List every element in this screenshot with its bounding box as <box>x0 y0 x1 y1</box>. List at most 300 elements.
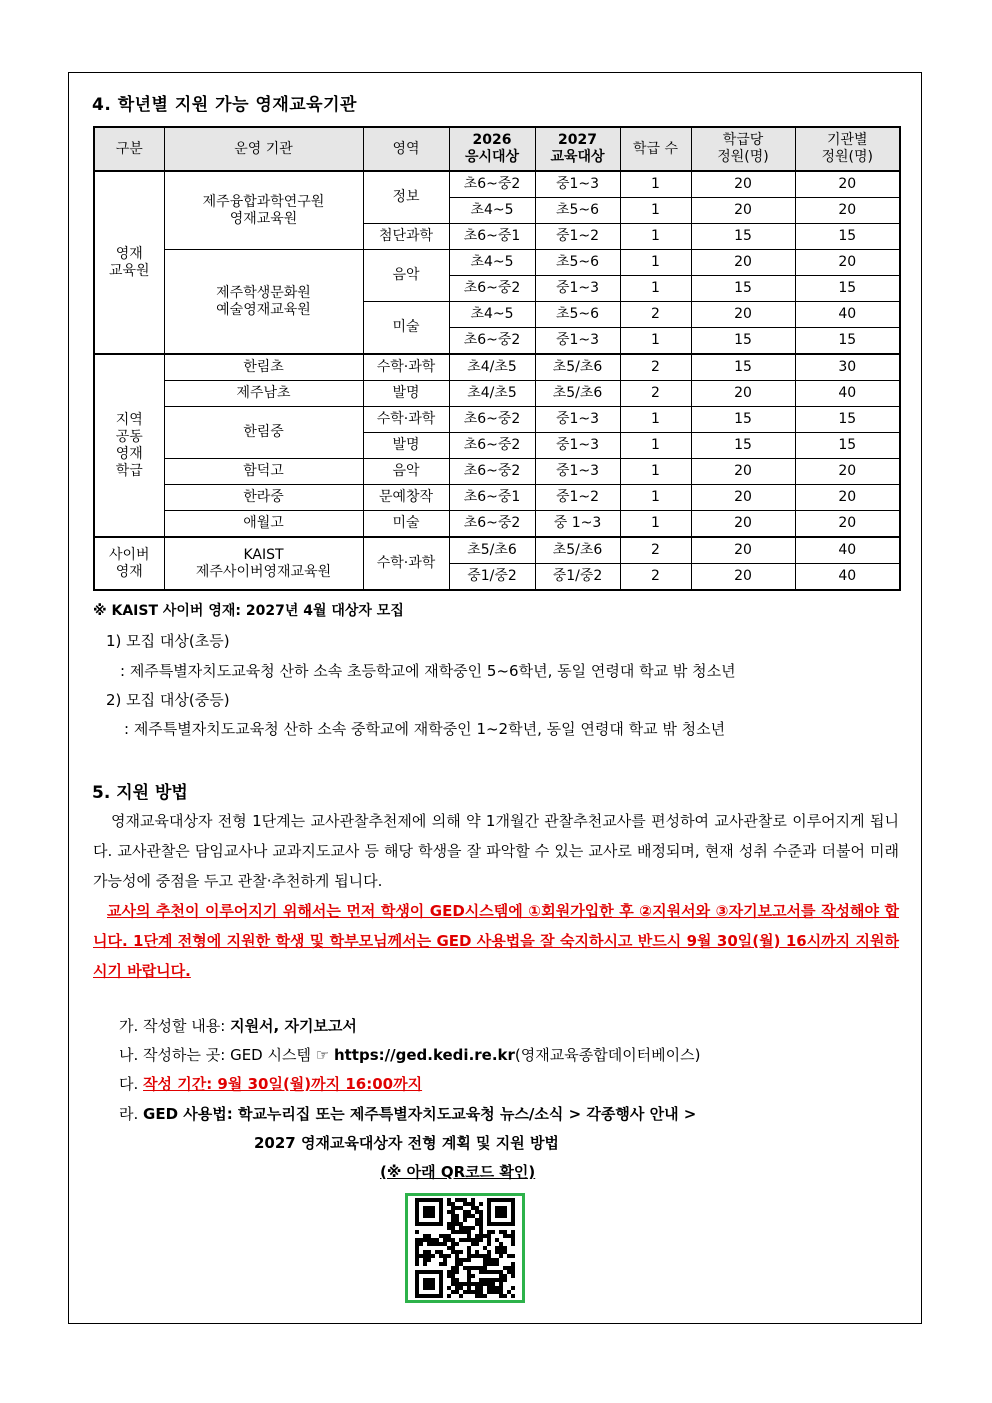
qr-finder <box>423 1206 435 1218</box>
qr-module <box>483 1294 487 1298</box>
qr-module <box>471 1226 475 1230</box>
qr-module <box>475 1238 479 1242</box>
class-count-cell: 2 <box>620 354 691 381</box>
qr-module <box>443 1258 447 1262</box>
qr-module <box>475 1222 479 1226</box>
target-2026-cell: 초4/초5 <box>449 354 535 381</box>
target-2027-cell: 초5~6 <box>535 250 620 276</box>
qr-module <box>423 1234 427 1238</box>
target-2027-cell: 중1/중2 <box>535 564 620 591</box>
qr-module <box>507 1254 511 1258</box>
field-cell: 발명 <box>363 381 449 407</box>
qr-module <box>491 1262 495 1266</box>
class-count-cell: 2 <box>620 564 691 591</box>
qr-finder <box>495 1206 507 1218</box>
qr-module <box>499 1278 503 1282</box>
qr-module <box>451 1238 455 1242</box>
qr-module <box>467 1254 471 1258</box>
qr-module <box>455 1242 459 1246</box>
field-cell: 문예창작 <box>363 485 449 511</box>
qr-module <box>479 1294 483 1298</box>
qr-module <box>467 1202 471 1206</box>
qr-module <box>423 1258 427 1262</box>
qr-module <box>455 1230 459 1234</box>
per-class-quota-cell: 20 <box>691 381 795 407</box>
qr-module <box>503 1234 507 1238</box>
field-cell: 정보 <box>363 171 449 224</box>
per-class-quota-cell: 15 <box>691 276 795 302</box>
qr-module <box>467 1266 471 1270</box>
qr-module <box>459 1258 463 1262</box>
header-cell: 구분 <box>94 127 164 171</box>
qr-module <box>423 1262 427 1266</box>
qr-module <box>479 1282 483 1286</box>
qr-module <box>463 1210 467 1214</box>
target-2026-cell: 초4/초5 <box>449 381 535 407</box>
qr-module <box>463 1266 467 1270</box>
per-class-quota-cell: 20 <box>691 537 795 564</box>
qr-module <box>467 1210 471 1214</box>
header-cell: 운영 기관 <box>164 127 363 171</box>
class-count-cell: 1 <box>620 171 691 198</box>
qr-module <box>455 1206 459 1210</box>
group-cell: 영재 교육원 <box>94 171 164 354</box>
qr-module <box>511 1238 515 1242</box>
header-cell: 학급당 정원(명) <box>691 127 795 171</box>
note-item-1-desc: : 제주특별자치도교육청 산하 소속 초등학교에 재학중인 5~6학년, 동일 연령대 학교 밖 청소년 <box>120 662 736 680</box>
total-quota-cell: 15 <box>795 328 900 355</box>
qr-module <box>459 1262 463 1266</box>
qr-module <box>467 1250 471 1254</box>
qr-module <box>455 1286 459 1290</box>
qr-module <box>447 1286 451 1290</box>
qr-module <box>483 1254 487 1258</box>
total-quota-cell: 15 <box>795 407 900 433</box>
qr-module <box>495 1286 499 1290</box>
qr-module <box>487 1290 491 1294</box>
qr-module <box>467 1286 471 1290</box>
qr-module <box>503 1266 507 1270</box>
per-class-quota-cell: 20 <box>691 250 795 276</box>
class-count-cell: 1 <box>620 224 691 250</box>
per-class-quota-cell: 15 <box>691 407 795 433</box>
qr-module <box>511 1242 515 1246</box>
item-d-continued: 2027 영재교육대상자 전형 계획 및 지원 방법 <box>254 1134 559 1152</box>
qr-module <box>451 1250 455 1254</box>
qr-module <box>487 1250 491 1254</box>
qr-code-graphic <box>408 1196 522 1300</box>
qr-module <box>447 1234 451 1238</box>
qr-module <box>419 1238 423 1242</box>
qr-module <box>455 1222 459 1226</box>
qr-module <box>479 1234 483 1238</box>
field-cell: 수학·과학 <box>363 407 449 433</box>
table-row <box>94 354 900 381</box>
class-count-cell: 1 <box>620 511 691 538</box>
qr-module <box>451 1226 455 1230</box>
item-c <box>119 1073 422 1094</box>
target-2027-cell: 중1~3 <box>535 276 620 302</box>
target-2026-cell: 초6~중2 <box>449 328 535 355</box>
qr-module <box>431 1254 435 1258</box>
qr-module <box>427 1234 431 1238</box>
qr-module <box>471 1266 475 1270</box>
qr-module <box>451 1222 455 1226</box>
class-count-cell: 2 <box>620 381 691 407</box>
qr-module <box>451 1274 455 1278</box>
qr-module <box>479 1254 483 1258</box>
table-row <box>94 171 900 198</box>
qr-module <box>475 1294 479 1298</box>
target-2027-cell: 중1~3 <box>535 171 620 198</box>
qr-module <box>471 1214 475 1218</box>
qr-module <box>415 1230 419 1234</box>
qr-module <box>483 1234 487 1238</box>
qr-module <box>463 1258 467 1262</box>
qr-module <box>495 1250 499 1254</box>
per-class-quota-cell: 15 <box>691 224 795 250</box>
target-2027-cell: 중1~2 <box>535 485 620 511</box>
qr-module <box>455 1258 459 1262</box>
qr-module <box>451 1214 455 1218</box>
qr-module <box>415 1246 419 1250</box>
target-2026-cell: 초4~5 <box>449 198 535 224</box>
field-cell: 미술 <box>363 511 449 538</box>
per-class-quota-cell: 20 <box>691 564 795 591</box>
class-count-cell: 2 <box>620 302 691 328</box>
qr-module <box>435 1242 439 1246</box>
total-quota-cell: 40 <box>795 302 900 328</box>
qr-module <box>451 1282 455 1286</box>
qr-module <box>491 1270 495 1274</box>
qr-module <box>451 1230 455 1234</box>
qr-module <box>455 1290 459 1294</box>
total-quota-cell: 30 <box>795 354 900 381</box>
qr-code-icon[interactable] <box>405 1193 525 1303</box>
qr-module <box>415 1262 419 1266</box>
item-a <box>119 1015 357 1036</box>
qr-module <box>447 1246 451 1250</box>
qr-module <box>499 1254 503 1258</box>
qr-module <box>475 1290 479 1294</box>
qr-module <box>463 1238 467 1242</box>
institution-cell: 한라중 <box>164 485 363 511</box>
per-class-quota-cell: 15 <box>691 354 795 381</box>
header-cell: 2026 응시대상 <box>449 127 535 171</box>
qr-module <box>463 1226 467 1230</box>
target-2027-cell: 중1~3 <box>535 328 620 355</box>
qr-module <box>499 1230 503 1234</box>
institution-cell: 한림초 <box>164 354 363 381</box>
kaist-note-title: ※ KAIST 사이버 영재: 2027년 4월 대상자 모집 <box>93 603 404 619</box>
institution-cell: 제주융합과학연구원 영재교육원 <box>164 171 363 250</box>
note-item-1: 1) 모집 대상(초등) <box>106 632 230 650</box>
qr-module <box>419 1254 423 1258</box>
qr-module <box>471 1274 475 1278</box>
qr-module <box>447 1210 451 1214</box>
qr-module <box>479 1266 483 1270</box>
qr-module <box>447 1202 451 1206</box>
qr-module <box>491 1282 495 1286</box>
target-2027-cell: 중1~2 <box>535 224 620 250</box>
table-row <box>94 407 900 433</box>
section4-title: 4. 학년별 지원 가능 영재교육기관 <box>92 95 357 115</box>
note-item-2-desc: : 제주특별자치도교육청 산하 소속 중학교에 재학중인 1~2학년, 동일 연령대 학교 밖 청소년 <box>124 720 726 738</box>
qr-module <box>507 1290 511 1294</box>
qr-module <box>511 1294 515 1298</box>
total-quota-cell: 15 <box>795 224 900 250</box>
qr-module <box>503 1278 507 1282</box>
qr-module <box>427 1254 431 1258</box>
target-2026-cell: 초6~중1 <box>449 485 535 511</box>
qr-module <box>415 1254 419 1258</box>
qr-module <box>511 1230 515 1234</box>
qr-module <box>491 1230 495 1234</box>
qr-module <box>447 1198 451 1202</box>
item-b-label: 나. 작성하는 곳: GED 시스템 ☞ <box>119 1046 334 1064</box>
qr-module <box>415 1242 419 1246</box>
qr-module <box>451 1206 455 1210</box>
total-quota-cell: 40 <box>795 381 900 407</box>
total-quota-cell: 40 <box>795 537 900 564</box>
qr-module <box>427 1250 431 1254</box>
qr-module <box>423 1238 427 1242</box>
qr-module <box>487 1242 491 1246</box>
qr-module <box>475 1254 479 1258</box>
qr-module <box>459 1206 463 1210</box>
qr-module <box>479 1278 483 1282</box>
qr-module <box>463 1218 467 1222</box>
institution-cell: 함덕고 <box>164 459 363 485</box>
total-quota-cell: 40 <box>795 564 900 591</box>
qr-module <box>455 1266 459 1270</box>
qr-module <box>435 1238 439 1242</box>
target-2026-cell: 초4~5 <box>449 250 535 276</box>
qr-module <box>459 1226 463 1230</box>
total-quota-cell: 20 <box>795 250 900 276</box>
qr-module <box>459 1222 463 1226</box>
qr-module <box>451 1266 455 1270</box>
qr-module <box>423 1250 427 1254</box>
qr-module <box>459 1230 463 1234</box>
total-quota-cell: 20 <box>795 459 900 485</box>
qr-module <box>435 1250 439 1254</box>
qr-module <box>479 1210 483 1214</box>
qr-module <box>483 1266 487 1270</box>
qr-module <box>447 1226 451 1230</box>
qr-module <box>443 1254 447 1258</box>
qr-module <box>499 1270 503 1274</box>
qr-module <box>415 1250 419 1254</box>
class-count-cell: 2 <box>620 537 691 564</box>
qr-module <box>459 1286 463 1290</box>
qr-module <box>479 1230 483 1234</box>
target-2027-cell: 중1~3 <box>535 407 620 433</box>
qr-module <box>427 1258 431 1262</box>
field-cell: 첨단과학 <box>363 224 449 250</box>
table-header-row <box>94 127 900 171</box>
qr-module <box>451 1218 455 1222</box>
qr-module <box>479 1290 483 1294</box>
target-2027-cell: 초5~6 <box>535 198 620 224</box>
total-quota-cell: 20 <box>795 485 900 511</box>
qr-module <box>467 1238 471 1242</box>
qr-module <box>475 1218 479 1222</box>
qr-module <box>511 1234 515 1238</box>
qr-module <box>479 1238 483 1242</box>
qr-module <box>451 1270 455 1274</box>
field-cell: 음악 <box>363 459 449 485</box>
institution-table <box>93 126 901 591</box>
note-item-2: 2) 모집 대상(중등) <box>106 691 230 709</box>
per-class-quota-cell: 20 <box>691 485 795 511</box>
item-d <box>119 1103 696 1124</box>
qr-module <box>455 1278 459 1282</box>
per-class-quota-cell: 20 <box>691 302 795 328</box>
class-count-cell: 1 <box>620 198 691 224</box>
qr-module <box>487 1254 491 1258</box>
qr-module <box>479 1270 483 1274</box>
item-d-value: GED 사용법: 학교누리집 또는 제주특별자치도교육청 뉴스/소식 > 각종행사 안내 > <box>143 1105 697 1123</box>
qr-module <box>447 1270 451 1274</box>
header-cell: 영역 <box>363 127 449 171</box>
qr-module <box>431 1238 435 1242</box>
qr-module <box>499 1294 503 1298</box>
qr-module <box>495 1262 499 1266</box>
qr-module <box>443 1238 447 1242</box>
qr-module <box>503 1294 507 1298</box>
target-2027-cell: 중1~3 <box>535 433 620 459</box>
table-row <box>94 250 900 276</box>
qr-module <box>503 1274 507 1278</box>
qr-module <box>443 1234 447 1238</box>
qr-module <box>463 1202 467 1206</box>
qr-module <box>495 1238 499 1242</box>
qr-module <box>511 1274 515 1278</box>
qr-module <box>447 1238 451 1242</box>
per-class-quota-cell: 15 <box>691 328 795 355</box>
total-quota-cell: 20 <box>795 511 900 538</box>
total-quota-cell: 20 <box>795 171 900 198</box>
target-2026-cell: 초6~중2 <box>449 459 535 485</box>
header-cell: 2027 교육대상 <box>535 127 620 171</box>
field-cell: 미술 <box>363 302 449 355</box>
qr-module <box>503 1246 507 1250</box>
qr-module <box>447 1294 451 1298</box>
qr-module <box>467 1226 471 1230</box>
class-count-cell: 1 <box>620 407 691 433</box>
qr-module <box>463 1214 467 1218</box>
class-count-cell: 1 <box>620 433 691 459</box>
qr-module <box>467 1274 471 1278</box>
qr-module <box>459 1238 463 1242</box>
class-count-cell: 1 <box>620 328 691 355</box>
field-cell: 수학·과학 <box>363 354 449 381</box>
qr-module <box>467 1246 471 1250</box>
qr-module <box>431 1242 435 1246</box>
qr-module <box>467 1214 471 1218</box>
qr-module <box>507 1270 511 1274</box>
qr-module <box>495 1246 499 1250</box>
qr-module <box>415 1238 419 1242</box>
total-quota-cell: 15 <box>795 276 900 302</box>
qr-module <box>451 1246 455 1250</box>
qr-module <box>439 1262 443 1266</box>
qr-module <box>487 1234 491 1238</box>
qr-module <box>503 1230 507 1234</box>
target-2026-cell: 초6~중2 <box>449 276 535 302</box>
qr-module <box>511 1270 515 1274</box>
qr-module <box>455 1270 459 1274</box>
qr-module <box>467 1230 471 1234</box>
qr-module <box>511 1286 515 1290</box>
class-count-cell: 1 <box>620 276 691 302</box>
per-class-quota-cell: 15 <box>691 433 795 459</box>
qr-module <box>459 1198 463 1202</box>
qr-module <box>475 1250 479 1254</box>
qr-module <box>451 1290 455 1294</box>
qr-module <box>479 1286 483 1290</box>
qr-module <box>463 1282 467 1286</box>
qr-module <box>471 1206 475 1210</box>
qr-module <box>471 1198 475 1202</box>
qr-module <box>439 1234 443 1238</box>
qr-module <box>419 1242 423 1246</box>
qr-module <box>499 1246 503 1250</box>
target-2026-cell: 초6~중2 <box>449 171 535 198</box>
target-2026-cell: 초4~5 <box>449 302 535 328</box>
target-2027-cell: 초5~6 <box>535 302 620 328</box>
qr-module <box>447 1222 451 1226</box>
header-cell: 기관별 정원(명) <box>795 127 900 171</box>
target-2027-cell: 중 1~3 <box>535 511 620 538</box>
item-c-label: 다. <box>119 1075 144 1093</box>
item-c-value: 작성 기간: 9월 30일(월)까지 16:00까지 <box>143 1075 423 1093</box>
qr-module <box>499 1286 503 1290</box>
qr-module <box>475 1242 479 1246</box>
qr-module <box>455 1282 459 1286</box>
qr-module <box>487 1230 491 1234</box>
target-2026-cell: 초5/초6 <box>449 537 535 564</box>
institution-cell: 제주학생문화원 예술영재교육원 <box>164 250 363 355</box>
total-quota-cell: 20 <box>795 198 900 224</box>
qr-module <box>483 1246 487 1250</box>
table-row <box>94 459 900 485</box>
ged-link[interactable]: https://ged.kedi.re.kr <box>333 1046 515 1064</box>
qr-module <box>483 1258 487 1262</box>
item-b <box>119 1044 701 1065</box>
qr-module <box>503 1250 507 1254</box>
target-2026-cell: 초6~중1 <box>449 224 535 250</box>
qr-module <box>483 1270 487 1274</box>
qr-module <box>475 1210 479 1214</box>
qr-module <box>447 1254 451 1258</box>
table-row <box>94 511 900 538</box>
qr-module <box>471 1238 475 1242</box>
qr-module <box>443 1242 447 1246</box>
qr-module <box>491 1258 495 1262</box>
method-warning: 교사의 추천이 이루어지기 위해서는 먼저 학생이 GED시스템에 ①회원가입한 후 ②지원서와 ③자기보고서를 작성해야 합니다. 1단계 전형에 지원한 학생 및 학부모님께서는 GED 사용법을 잘 숙지하시고 반드시 9월 30일(월) 16시까지 지원하시기 바랍니다. <box>93 902 899 980</box>
qr-module <box>439 1250 443 1254</box>
target-2026-cell: 초6~중2 <box>449 433 535 459</box>
qr-module <box>483 1262 487 1266</box>
table-row <box>94 537 900 564</box>
class-count-cell: 1 <box>620 485 691 511</box>
qr-module <box>439 1254 443 1258</box>
method-paragraph: 영재교육대상자 전형 1단계는 교사관찰추천제에 의해 약 1개월간 관찰추천교사를 편성하여 교사관찰로 이루어지게 됩니다. 교사관찰은 담임교사나 교과지도교사 등 해당 학생을 잘 파악할 수 있는 교사로 배정되며, 현재 성취 수준과 더불어 미래 가능성에 중점을 두고 관찰·추천하게 됩니다. <box>93 812 899 890</box>
qr-module <box>475 1206 479 1210</box>
per-class-quota-cell: 20 <box>691 511 795 538</box>
